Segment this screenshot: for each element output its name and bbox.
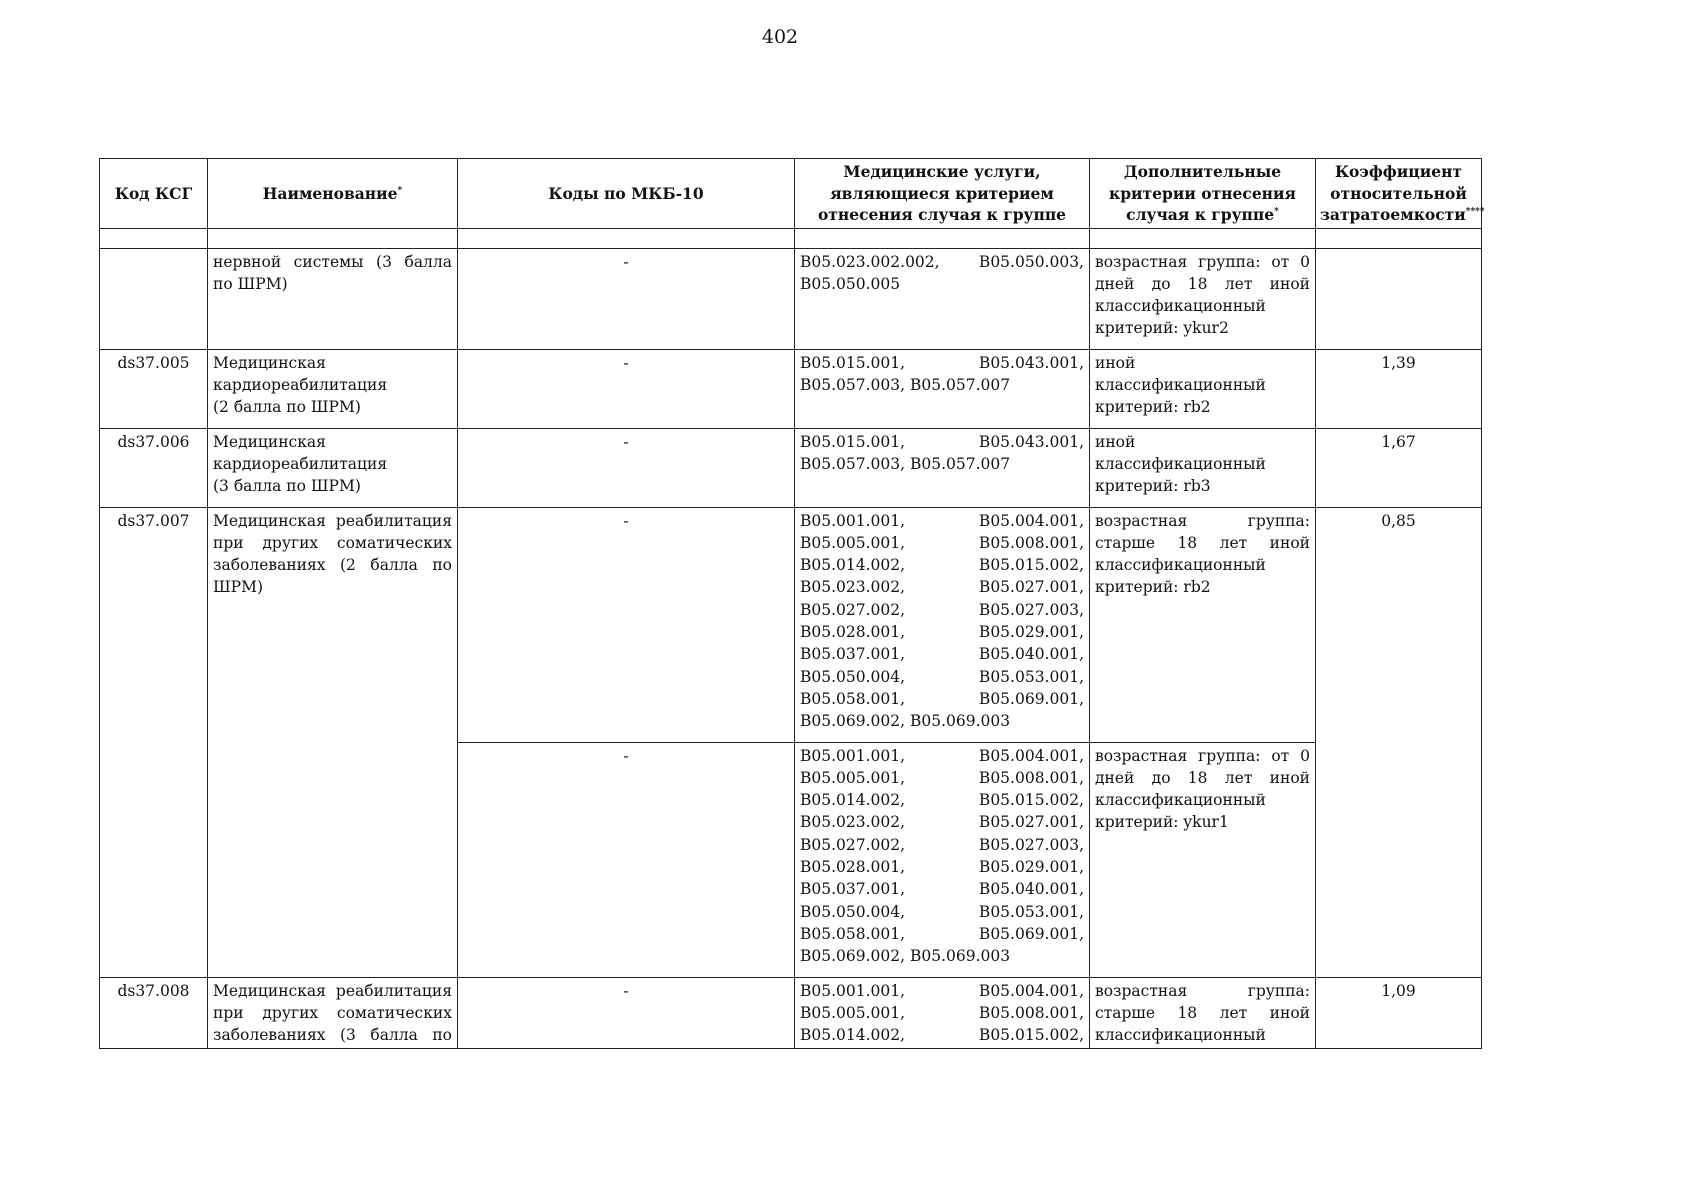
cell-coef: 0,85	[1316, 507, 1482, 977]
header-icd: Коды по МКБ-10	[458, 159, 795, 229]
footnote-mark: ****	[1465, 206, 1485, 217]
header-row	[100, 159, 1482, 229]
cell-icd: -	[458, 977, 795, 1049]
header-criteria: Дополнительные критерии отнесения случая к группе*	[1090, 159, 1316, 229]
cell-name: Медицинская реабилитация при других соматических заболеваниях (3 балла по	[208, 977, 458, 1049]
cell-criteria: иной классификационный критерий: rb3	[1090, 428, 1316, 507]
cell-icd: -	[458, 349, 795, 428]
page-number: 402	[761, 26, 799, 48]
ksg-table	[99, 158, 1485, 1049]
table-row	[100, 428, 1482, 507]
cell-icd: -	[458, 248, 795, 349]
cell-criteria: возрастная группа: старше 18 лет иной классификационный	[1090, 977, 1316, 1049]
footnote-mark: *	[1274, 206, 1279, 217]
header-services: Медицинские услуги, являющиеся критерием отнесения случая к группе	[795, 159, 1090, 229]
cell-name: Медицинская реабилитация при других соматических заболеваниях (2 балла по ШРМ)	[208, 507, 458, 977]
cell-code: ds37.005	[100, 349, 208, 428]
header-name: Наименование*	[208, 159, 458, 229]
cell-services: B05.001.001, B05.004.001, B05.005.001, B05.008.001, B05.014.002, B05.015.002,	[795, 977, 1090, 1049]
spacer-row	[100, 228, 1482, 248]
cell-code: ds37.006	[100, 428, 208, 507]
cell-services: B05.023.002.002, B05.050.003, B05.050.005	[795, 248, 1090, 349]
cell-criteria: иной классификационный критерий: rb2	[1090, 349, 1316, 428]
table-row	[100, 349, 1482, 428]
cell-code: ds37.008	[100, 977, 208, 1049]
header-coef: Коэффициент относительной затратоемкости****	[1316, 159, 1482, 229]
cell-criteria: возрастная группа: от 0 дней до 18 лет иной классификационный критерий: ykur2	[1090, 248, 1316, 349]
cell-services: B05.001.001, B05.004.001, B05.005.001, B05.008.001, B05.014.002, B05.015.002, B05.023.002, B05.027.001, B05.027.002, B05.027.003, B05.028.001, B05.029.001, B05.037.001, B05.040.001, B05.050.004, B05.053.001, B05.058.001, B05.069.001, B05.069.002, B05.069.003	[795, 507, 1090, 742]
cell-services: B05.015.001, B05.043.001, B05.057.003, B05.057.007	[795, 428, 1090, 507]
cell-services: B05.001.001, B05.004.001, B05.005.001, B05.008.001, B05.014.002, B05.015.002, B05.023.002, B05.027.001, B05.027.002, B05.027.003, B05.028.001, B05.029.001, B05.037.001, B05.040.001, B05.050.004, B05.053.001, B05.058.001, B05.069.001, B05.069.002, B05.069.003	[795, 742, 1090, 977]
cell-services: B05.015.001, B05.043.001, B05.057.003, B05.057.007	[795, 349, 1090, 428]
cell-name: нервной системы (3 балла по ШРМ)	[208, 248, 458, 349]
cell-name: Медицинская кардиореабилитация (3 балла по ШРМ)	[208, 428, 458, 507]
cell-coef: 1,39	[1316, 349, 1482, 428]
cell-icd: -	[458, 742, 795, 977]
cell-code	[100, 248, 208, 349]
table-row	[100, 507, 1482, 742]
cell-criteria: возрастная группа: от 0 дней до 18 лет иной классификационный критерий: ykur1	[1090, 742, 1316, 977]
cell-name: Медицинская кардиореабилитация (2 балла по ШРМ)	[208, 349, 458, 428]
header-code: Код КСГ	[100, 159, 208, 229]
cell-coef: 1,67	[1316, 428, 1482, 507]
footnote-mark: *	[397, 185, 403, 196]
cell-icd: -	[458, 428, 795, 507]
cell-icd: -	[458, 507, 795, 742]
table-row	[100, 977, 1482, 1049]
cell-criteria: возрастная группа: старше 18 лет иной классификационный критерий: rb2	[1090, 507, 1316, 742]
cell-code: ds37.007	[100, 507, 208, 977]
table-row	[100, 248, 1482, 349]
cell-coef: 1,09	[1316, 977, 1482, 1049]
cell-coef	[1316, 248, 1482, 349]
